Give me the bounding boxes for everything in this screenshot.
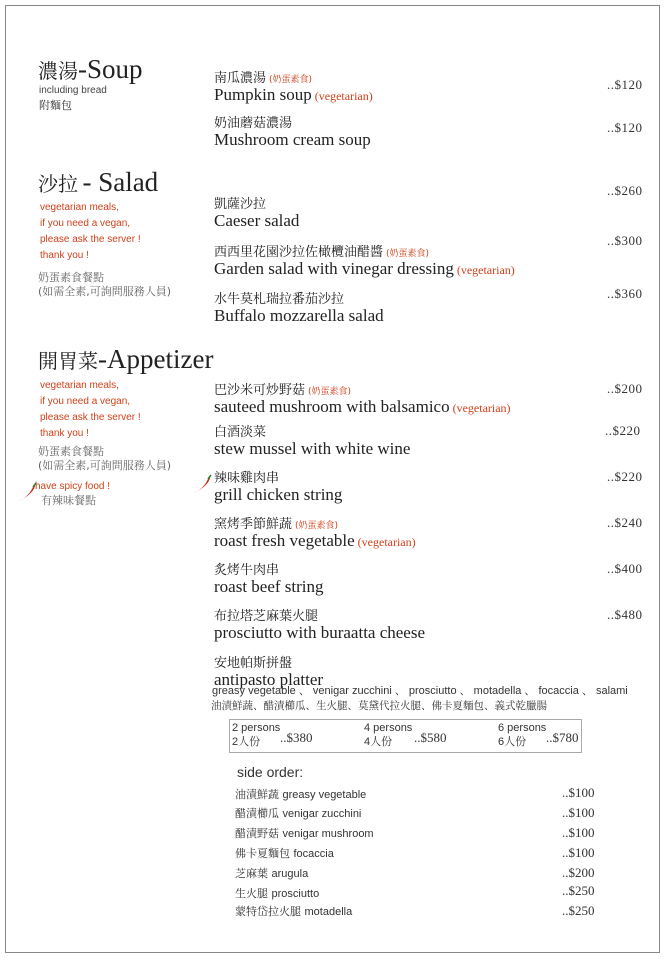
side-item-zh: 佛卡夏麵包 [235, 847, 290, 860]
item-zh: 巴沙米可炒野菇 [214, 383, 306, 398]
menu-item [214, 67, 373, 105]
menu-item [214, 379, 511, 417]
note-line: 奶蛋素食餐點 [38, 445, 104, 458]
item-zh: 炙烤牛肉串 [214, 563, 280, 578]
appetizer-vegan-note [40, 378, 141, 442]
note-line: if you need a vegan, [40, 218, 131, 229]
note-line: if you need a vegan, [40, 396, 131, 407]
item-zh-tag: (奶蛋素食) [295, 521, 339, 531]
appetizer-vegetarian-note [38, 445, 171, 473]
soup-title-zh: 濃湯 [38, 59, 78, 83]
note-line: vegetarian meals, [40, 202, 119, 213]
item-price: ..$360 [607, 286, 643, 301]
salad-title-en: - Salad [82, 167, 159, 197]
salad-vegan-note [40, 200, 141, 264]
persons-en: 2 persons [232, 722, 281, 734]
item-price: ..$220 [607, 469, 643, 484]
item-en: roast fresh vegetable [214, 531, 355, 550]
side-item-zh: 蒙特岱拉火腿 [235, 905, 301, 918]
note-line: (如需全素,可詢問服務人員) [38, 459, 172, 472]
side-item-price: ..$100 [562, 845, 595, 860]
appetizer-title [38, 344, 213, 375]
side-item-zh: 醋漬野菇 [235, 827, 279, 840]
persons-cell [232, 721, 280, 749]
platter-persons-table [229, 719, 582, 753]
item-zh: 西西里花園沙拉佐橄欖油醋醬 [214, 245, 384, 260]
salad-title [38, 167, 158, 198]
item-en: prosciutto with buraatta cheese [214, 623, 426, 642]
item-price: ..$120 [607, 77, 643, 92]
side-item-en: focaccia [293, 848, 334, 860]
item-en: grill chicken string [214, 485, 343, 504]
menu-item [214, 241, 515, 279]
side-order-item [235, 885, 319, 901]
item-en-tag: (vegetarian) [452, 401, 511, 415]
side-item-en: arugula [271, 868, 309, 880]
side-item-price: ..$250 [562, 883, 595, 898]
menu-item [214, 605, 425, 642]
side-item-price: ..$200 [562, 865, 595, 880]
persons-zh: 2人份 [232, 736, 261, 748]
persons-price: ..$380 [280, 730, 313, 745]
item-zh: 安地帕斯拼盤 [214, 656, 293, 671]
note-line: please ask the server ! [40, 234, 141, 245]
item-en-tag: (vegetarian) [456, 263, 515, 277]
side-order-item [235, 865, 308, 881]
side-item-zh: 醋漬櫛瓜 [235, 807, 279, 820]
side-item-price: ..$100 [562, 805, 595, 820]
chili-pepper-icon [191, 474, 213, 496]
platter-desc-en: greasy vegetable 、 venigar zucchini 、 prosciutto 、 motadella 、 focaccia 、 salami [212, 685, 628, 697]
menu-item [214, 193, 299, 230]
soup-title-en: -Soup [78, 54, 143, 84]
note-line: 奶蛋素食餐點 [38, 271, 104, 284]
spicy-legend-en: have spicy food ! [35, 481, 111, 492]
item-zh: 南瓜濃湯 [214, 71, 267, 86]
note-line: please ask the server ! [40, 412, 141, 423]
persons-en: 6 persons [498, 722, 547, 734]
item-price: ..$240 [607, 515, 643, 530]
appetizer-title-en: -Appetizer [98, 344, 214, 374]
note-line: thank you ! [40, 428, 89, 439]
menu-item [214, 467, 342, 504]
soup-note-zh: 附麵包 [39, 99, 72, 112]
item-en: roast beef string [214, 577, 324, 596]
side-item-en: greasy vegetable [282, 789, 367, 801]
item-price: ..$400 [607, 561, 643, 576]
side-order-title: side order: [237, 764, 304, 780]
persons-cell [364, 721, 412, 749]
item-en: Garden salad with vinegar dressing [214, 259, 454, 278]
persons-zh: 4人份 [364, 736, 393, 748]
item-price: ..$300 [607, 233, 643, 248]
item-zh: 窯烤季節鮮蔬 [214, 517, 293, 532]
item-zh: 布拉塔芝麻葉火腿 [214, 609, 319, 624]
side-item-zh: 油漬鮮蔬 [235, 788, 279, 801]
side-item-price: ..$100 [562, 825, 595, 840]
side-item-en: motadella [304, 906, 353, 918]
appetizer-title-zh: 開胃菜 [38, 349, 98, 373]
persons-zh: 6人份 [498, 736, 527, 748]
item-price: ..$480 [607, 607, 643, 622]
side-item-en: venigar mushroom [282, 828, 374, 840]
item-en-tag: (vegetarian) [357, 535, 416, 549]
menu-item [214, 288, 384, 325]
item-zh: 辣味雞肉串 [214, 471, 280, 486]
item-zh-tag: (奶蛋素食) [308, 387, 352, 397]
item-en: antipasto platter [214, 670, 324, 689]
side-order-item [235, 845, 334, 861]
platter-desc-zh: 油漬鮮蔬、醋漬櫛瓜、生火腿、莫黛代拉火腿、佛卡夏麵包、義式乾臘腸 [211, 700, 547, 712]
menu-item [214, 559, 324, 596]
side-item-zh: 生火腿 [235, 887, 268, 900]
item-price: ..$220 [605, 423, 641, 438]
item-en: Buffalo mozzarella salad [214, 306, 384, 325]
item-en: stew mussel with white wine [214, 439, 411, 458]
soup-title [38, 54, 143, 85]
persons-en: 4 persons [364, 722, 413, 734]
item-en-tag: (vegetarian) [314, 89, 373, 103]
side-order-item [235, 786, 366, 802]
note-line: thank you ! [40, 250, 89, 261]
spicy-legend-zh: 有辣味餐點 [41, 494, 96, 507]
item-price: ..$120 [607, 120, 643, 135]
persons-price: ..$780 [546, 730, 579, 745]
item-en: sauteed mushroom with balsamico [214, 397, 450, 416]
side-order-item [235, 825, 374, 841]
item-price: ..$260 [607, 183, 643, 198]
salad-vegetarian-note [38, 271, 171, 299]
menu-item [214, 421, 410, 458]
side-order-item [235, 903, 352, 919]
item-en: Caeser salad [214, 211, 300, 230]
side-item-price: ..$250 [562, 903, 595, 918]
item-en: Mushroom cream soup [214, 130, 371, 149]
item-zh: 凱薩沙拉 [214, 197, 267, 212]
persons-price: ..$580 [414, 730, 447, 745]
persons-cell [498, 721, 546, 749]
side-item-en: venigar zucchini [282, 808, 362, 820]
item-zh: 白酒淡菜 [214, 425, 267, 440]
item-en: Pumpkin soup [214, 85, 312, 104]
side-item-zh: 芝麻葉 [235, 867, 268, 880]
item-zh: 奶油蘑菇濃湯 [214, 116, 293, 131]
menu-item [214, 513, 416, 551]
salad-title-zh: 沙拉 [38, 172, 78, 196]
note-line: (如需全素,可詢問服務人員) [38, 285, 172, 298]
item-zh-tag: (奶蛋素食) [269, 75, 313, 85]
item-price: ..$200 [607, 381, 643, 396]
soup-note-en: including bread [39, 85, 107, 96]
side-order-item [235, 805, 361, 821]
side-item-en: prosciutto [271, 888, 320, 900]
note-line: vegetarian meals, [40, 380, 119, 391]
side-item-price: ..$100 [562, 785, 595, 800]
item-zh-tag: (奶蛋素食) [386, 249, 430, 259]
menu-item [214, 112, 371, 149]
item-zh: 水牛莫札瑞拉番茄沙拉 [214, 292, 345, 307]
